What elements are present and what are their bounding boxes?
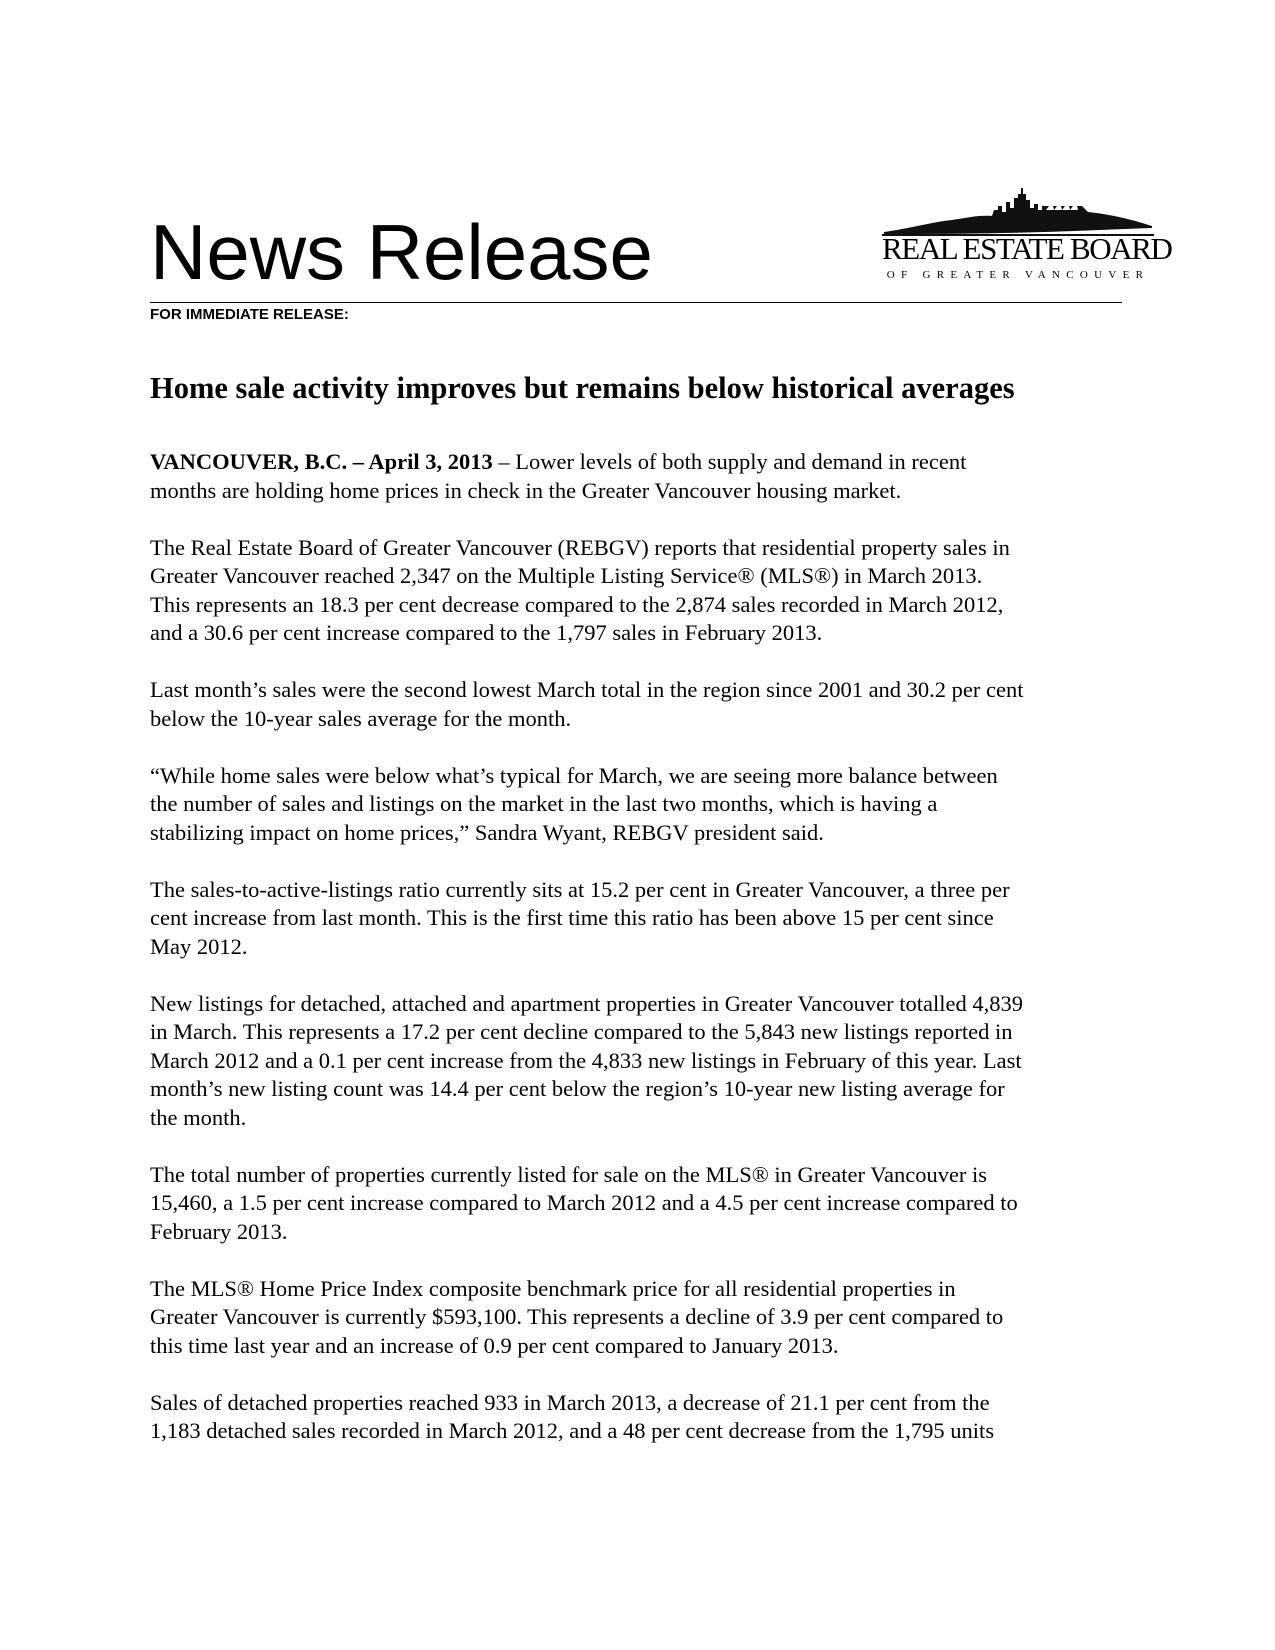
paragraph-line: Sales of detached properties reached 933 in March 2013, a decrease of 21.1 per cent from the bbox=[150, 1389, 990, 1415]
paragraph-line: and a 30.6 per cent increase compared to the 1,797 sales in February 2013. bbox=[150, 620, 823, 645]
dateline: VANCOUVER, B.C. – April 3, 2013 bbox=[150, 449, 493, 474]
paragraph-line: 15,460, a 1.5 per cent increase compared to March 2012 and a 4.5 per cent increase compared to bbox=[150, 1190, 1018, 1215]
article-paragraph bbox=[150, 876, 1130, 962]
paragraph-line: “While home sales were below what’s typical for March, we are seeing more balance between bbox=[150, 762, 998, 788]
paragraph-line: cent increase from last month. This is the first time this ratio has been above 15 per cent since bbox=[150, 905, 994, 930]
release-label: FOR IMMEDIATE RELEASE: bbox=[150, 306, 349, 323]
article-paragraph bbox=[150, 990, 1130, 1133]
paragraph-line-text: – Lower levels of both supply and demand in recent bbox=[492, 449, 967, 474]
paragraph-line: The MLS® Home Price Index composite benchmark price for all residential properties in bbox=[150, 1275, 956, 1301]
paragraph-line: month’s new listing count was 14.4 per cent below the region’s 10-year new listing average for bbox=[150, 1076, 1005, 1101]
article-paragraph bbox=[150, 448, 1130, 505]
paragraph-line: in March. This represents a 17.2 per cent decline compared to the 5,843 new listings reported in bbox=[150, 1019, 1013, 1044]
rebgv-logo bbox=[882, 188, 1172, 288]
paragraph-line: The Real Estate Board of Greater Vancouver (REBGV) reports that residential property sales in bbox=[150, 534, 1010, 560]
header-divider bbox=[150, 302, 1122, 303]
paragraph-line: the month. bbox=[150, 1104, 247, 1130]
paragraph-line: months are holding home prices in check in the Greater Vancouver housing market. bbox=[150, 477, 902, 503]
article-headline: Home sale activity improves but remains below historical averages bbox=[150, 371, 1015, 405]
paragraph-line: February 2013. bbox=[150, 1218, 288, 1244]
article-paragraph bbox=[150, 1389, 1130, 1446]
paragraph-line: Last month’s sales were the second lowest March total in the region since 2001 and 30.2 per cent bbox=[150, 677, 1024, 702]
article-paragraph bbox=[150, 676, 1130, 733]
paragraph-line: below the 10-year sales average for the month. bbox=[150, 705, 572, 731]
paragraph-line: May 2012. bbox=[150, 933, 248, 959]
paragraph-line: Greater Vancouver reached 2,347 on the Multiple Listing Service® (MLS®) in March 2013. bbox=[150, 563, 983, 588]
page-title: News Release bbox=[150, 208, 653, 296]
paragraph-line: 1,183 detached sales recorded in March 2012, and a 48 per cent decrease from the 1,795 units bbox=[150, 1418, 995, 1443]
city-skyline-logo-icon bbox=[882, 188, 1154, 236]
paragraph-line: the number of sales and listings on the market in the last two months, which is having a bbox=[150, 791, 938, 816]
paragraph-line: Greater Vancouver is currently $593,100. This represents a decline of 3.9 per cent compared to bbox=[150, 1304, 1004, 1329]
paragraph-line: New listings for detached, attached and apartment properties in Greater Vancouver totalled 4,839 bbox=[150, 990, 1024, 1016]
paragraph-line: The total number of properties currently listed for sale on the MLS® in Greater Vancouver is bbox=[150, 1161, 988, 1187]
article-paragraph bbox=[150, 1275, 1130, 1361]
article-paragraph bbox=[150, 534, 1130, 648]
paragraph-line: The sales-to-active-listings ratio currently sits at 15.2 per cent in Greater Vancouver, a three per bbox=[150, 876, 1010, 902]
logo-name: REAL ESTATE BOARD bbox=[882, 231, 1172, 266]
article-paragraph bbox=[150, 1161, 1130, 1247]
article-body bbox=[150, 448, 1130, 1474]
paragraph-line: stabilizing impact on home prices,” Sandra Wyant, REBGV president said. bbox=[150, 819, 824, 845]
article-paragraph bbox=[150, 762, 1130, 848]
paragraph-line: this time last year and an increase of 0.9 per cent compared to January 2013. bbox=[150, 1332, 839, 1358]
logo-subtitle: OF GREATER VANCOUVER bbox=[886, 269, 1150, 281]
paragraph-line bbox=[150, 448, 1130, 477]
paragraph-line: This represents an 18.3 per cent decrease compared to the 2,874 sales recorded in March 2012, bbox=[150, 591, 1004, 617]
paragraph-line: March 2012 and a 0.1 per cent increase from the 4,833 new listings in February of this year. Last bbox=[150, 1047, 1022, 1073]
